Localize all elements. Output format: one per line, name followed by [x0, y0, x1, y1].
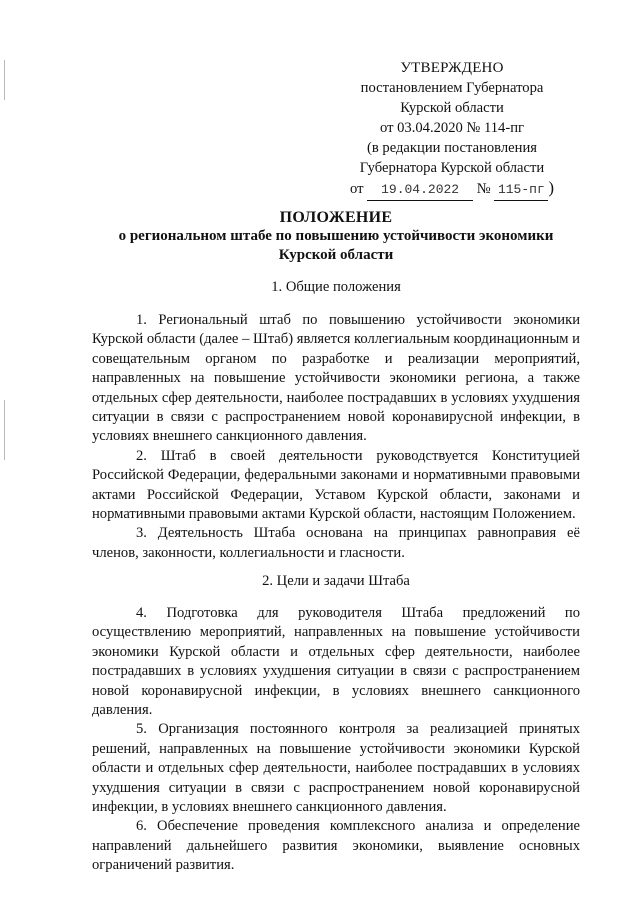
paragraph: 4. Подготовка для руководителя Штаба предложений по осуществлению мероприятий, направленных на повышение устойчивости экономики Курской области и отдельных сфер деятельности, наиболее пострадавших в условиях ухудшения ситуации в связи с распространением новой коронавирусной инфекции, в условиях внешнего санкционного давления.	[92, 605, 580, 719]
approval-stamp-block	[334, 58, 570, 201]
document-title-subtitle: Курской области	[278, 247, 394, 263]
date-prefix: от	[349, 181, 364, 197]
document-title	[92, 208, 580, 265]
amendment-number: 115-пг	[494, 180, 548, 201]
section-heading: 1. Общие положения	[271, 279, 401, 295]
approval-line: Губернатора Курской области	[359, 160, 545, 176]
scan-edge-mark	[4, 60, 5, 100]
section-body	[92, 311, 580, 563]
paragraph: 3. Деятельность Штаба основана на принципах равноправия её членов, законности, коллегиальности и гласности.	[92, 525, 580, 561]
amendment-date-line	[334, 178, 570, 201]
section-heading: 2. Цели и задачи Штаба	[262, 573, 410, 589]
document-title-subtitle: о региональном штабе по повышению устойчивости экономики	[118, 228, 554, 244]
number-prefix: №	[476, 181, 491, 197]
paragraph: 6. Обеспечение проведения комплексного анализа и определение направлений дальнейшего развития экономики, выявление основных ограничений развития.	[92, 818, 580, 874]
approval-line: от 03.04.2020 № 114-пг	[379, 120, 525, 136]
approval-line: (в редакции постановления	[367, 140, 537, 156]
closing-paren: )	[548, 178, 555, 197]
approval-line: Курской области	[400, 100, 504, 116]
approval-title: УТВЕРЖДЕНО	[400, 60, 504, 76]
document-title-main: ПОЛОЖЕНИЕ	[279, 209, 393, 226]
approval-line: постановлением Губернатора	[360, 80, 544, 96]
scan-edge-mark	[4, 400, 5, 460]
paragraph: 2. Штаб в своей деятельности руководствуется Конституцией Российской Федерации, федеральными законами и нормативными правовыми актами Российской Федерации, Уставом Курской области, законами и нормативными правовыми актами Курской области, настоящим Положением.	[92, 447, 580, 523]
paragraph: 5. Организация постоянного контроля за реализацией принятых решений, направленных на повышение устойчивости экономики Курской области и отдельных сфер деятельности, наиболее пострадавших в условиях ухудшения ситуации в связи с распространением новой коронавирусной инфекции, в условиях внешнего санкционного давления.	[92, 721, 580, 816]
amendment-date: 19.04.2022	[367, 180, 473, 201]
paragraph: 1. Региональный штаб по повышению устойчивости экономики Курской области (далее – Штаб) является коллегиальным координационным и совещательным органом по разработке и реализации мероприятий, направленных на повышение устойчивости экономики региона, а также отдельных сфер деятельности, наиболее пострадавших в условиях ухудшения ситуации в связи с распространением новой коронавирусной инфекции, в условиях внешнего санкционного давления.	[92, 312, 580, 445]
section-body	[92, 604, 580, 876]
